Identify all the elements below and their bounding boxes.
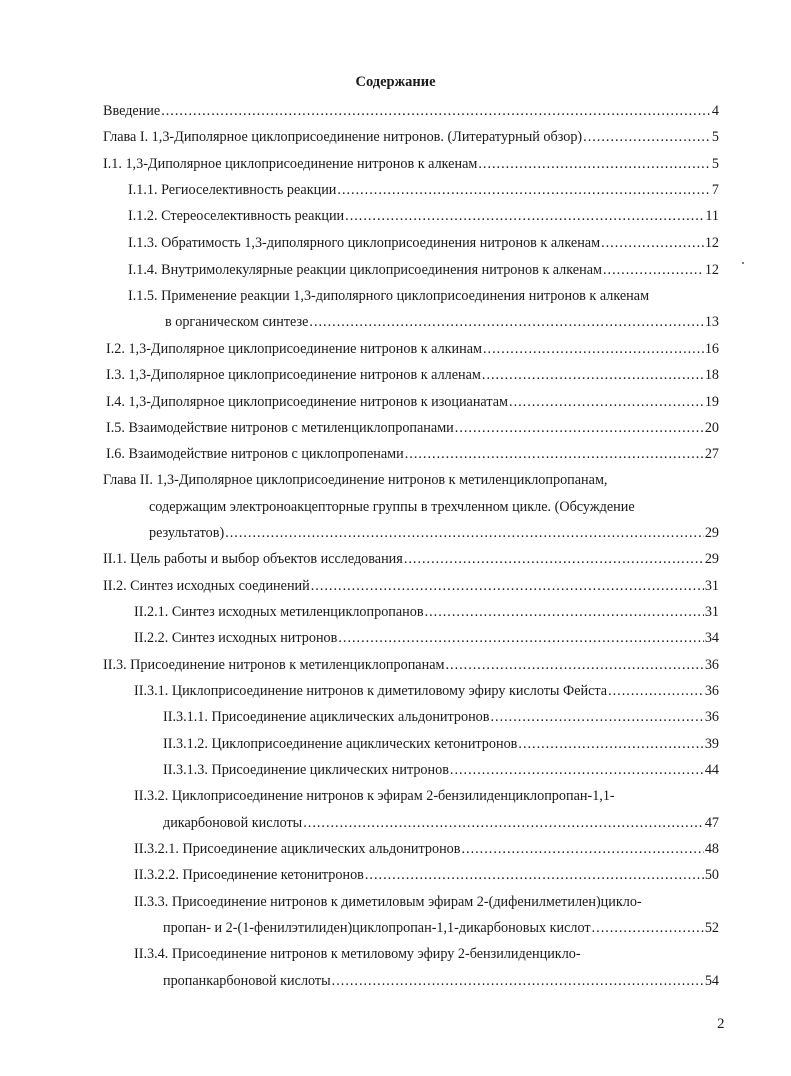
toc-entry-title: I.4. 1,3-Диполярное циклоприсоединение нитронов к изоцианатам: [106, 394, 509, 410]
toc-entry-title: I.1.3. Обратимость 1,3-диполярного циклоприсоединения нитронов к алкенам: [128, 235, 601, 251]
toc-entry-1-1[interactable]: [103, 155, 719, 173]
toc-entry-2-3-2-1[interactable]: [134, 840, 719, 858]
dot-leader: [309, 313, 703, 331]
toc-entry-page: 48: [704, 841, 719, 857]
toc-entry-introduction[interactable]: [103, 102, 719, 120]
toc-entry-title-cont: пропанкарбоновой кислоты: [163, 973, 331, 989]
toc-entry-title: II.3. Присоединение нитронов к метиленциклопропанам: [103, 657, 445, 673]
toc-entry-2-3-4[interactable]: [134, 945, 581, 963]
toc-entry-title: II.3.2. Циклоприсоединение нитронов к эфирам 2-бензилиденциклопропан-1,1-: [134, 788, 615, 804]
toc-entry-2-2-1[interactable]: [134, 603, 719, 621]
toc-entry-page: 31: [704, 604, 719, 620]
toc-entry-2-3-3[interactable]: [134, 893, 642, 911]
toc-entry-title: II.3.1.2. Циклоприсоединение ациклических кетонитронов: [163, 736, 518, 752]
toc-entry-page: 50: [704, 867, 719, 883]
toc-entry-title-cont: пропан- и 2-(1-фенилэтилиден)циклопропан-1,1-дикарбоновых кислот: [163, 920, 591, 936]
toc-entry-page: 13: [704, 314, 719, 330]
dot-leader: [404, 550, 704, 568]
dot-leader: [345, 207, 704, 225]
dot-leader: [332, 972, 704, 990]
toc-entry-page: 47: [704, 815, 719, 831]
dot-leader: [482, 366, 704, 384]
toc-entry-1-1-5-cont[interactable]: [165, 313, 719, 331]
dot-leader: [601, 234, 704, 252]
toc-entry-page: 19: [704, 394, 719, 410]
toc-entry-page: 36: [704, 709, 719, 725]
toc-entry-page: 4: [711, 103, 719, 119]
dot-leader: [478, 155, 711, 173]
toc-entry-page: 31: [704, 578, 719, 594]
dot-leader: [450, 761, 704, 779]
toc-entry-title: Введение: [103, 103, 161, 119]
toc-entry-title: I.1.1. Региоселективность реакции: [128, 182, 337, 198]
toc-entry-page: 20: [704, 420, 719, 436]
dot-leader: [337, 181, 711, 199]
toc-entry-title: I.2. 1,3-Диполярное циклоприсоединение нитронов к алкинам: [106, 341, 482, 357]
toc-entry-chapter-2-cont2[interactable]: [149, 524, 719, 542]
toc-entry-title: II.3.1. Циклоприсоединение нитронов к диметиловому эфиру кислоты Фейста: [134, 683, 608, 699]
toc-entry-2-3-1-3[interactable]: [163, 761, 719, 779]
toc-entry-2-2[interactable]: [103, 577, 719, 595]
toc-entry-page: 36: [704, 683, 719, 699]
toc-entry-title: I.3. 1,3-Диполярное циклоприсоединение нитронов к алленам: [106, 367, 481, 383]
toc-entry-page: 54: [704, 973, 719, 989]
toc-entry-title: II.3.2.2. Присоединение кетонитронов: [134, 867, 364, 883]
toc-entry-title: II.3.4. Присоединение нитронов к метиловому эфиру 2-бензилиденцикло-: [134, 946, 581, 962]
toc-entry-2-1[interactable]: [103, 550, 719, 568]
toc-entry-1-6[interactable]: [106, 445, 719, 463]
toc-entry-page: 7: [711, 182, 719, 198]
toc-entry-2-3-4-cont[interactable]: [163, 972, 719, 990]
toc-entry-title: Глава II. 1,3-Диполярное циклоприсоединение нитронов к метиленциклопропанам,: [103, 472, 608, 488]
toc-entry-title: I.1.2. Стереоселективность реакции: [128, 208, 345, 224]
toc-entry-title-cont: содержащим электроноакцепторные группы в трехчленном цикле. (Обсуждение: [149, 499, 635, 515]
toc-entry-title: I.5. Взаимодействие нитронов с метиленциклопропанами: [106, 420, 454, 436]
dot-leader: [608, 682, 704, 700]
toc-entry-2-3-1-2[interactable]: [163, 735, 719, 753]
dot-leader: [405, 445, 704, 463]
toc-entry-2-3-2-cont[interactable]: [163, 814, 719, 832]
toc-entry-1-1-1[interactable]: [128, 181, 719, 199]
toc-entry-title: II.2.1. Синтез исходных метиленциклопропанов: [134, 604, 424, 620]
toc-entry-1-5[interactable]: [106, 419, 719, 437]
toc-entry-2-3-3-cont[interactable]: [163, 919, 719, 937]
toc-entry-chapter-2-cont[interactable]: [149, 498, 635, 516]
toc-entry-title: Глава I. 1,3-Диполярное циклоприсоединение нитронов. (Литературный обзор): [103, 129, 583, 145]
toc-entry-page: 44: [704, 762, 719, 778]
dot-leader: [161, 102, 711, 120]
toc-entry-1-1-4[interactable]: [128, 261, 719, 279]
dot-leader: [365, 866, 704, 884]
toc-entry-2-2-2[interactable]: [134, 629, 719, 647]
toc-entry-2-3-1-1[interactable]: [163, 708, 719, 726]
page-title: Содержание: [355, 74, 436, 90]
toc-entry-page: 34: [704, 630, 719, 646]
toc-entry-page: 11: [705, 208, 719, 224]
dot-leader: [225, 524, 704, 542]
dot-leader: [445, 656, 703, 674]
toc-entry-2-3-1[interactable]: [134, 682, 719, 700]
toc-entry-2-3-2[interactable]: [134, 787, 615, 805]
dot-leader: [490, 708, 703, 726]
toc-entry-1-1-2[interactable]: [128, 207, 719, 225]
toc-entry-1-1-3[interactable]: [128, 234, 719, 252]
dot-leader: [303, 814, 704, 832]
toc-entry-page: 16: [704, 341, 719, 357]
toc-entry-title-cont: результатов): [149, 525, 225, 541]
toc-entry-page: 27: [704, 446, 719, 462]
toc-entry-title-cont: дикарбоновой кислоты: [163, 815, 303, 831]
toc-entry-page: 29: [704, 551, 719, 567]
toc-entry-1-1-5[interactable]: [128, 287, 649, 305]
toc-entry-chapter-2[interactable]: [103, 471, 607, 489]
toc-entry-1-3[interactable]: [106, 366, 719, 384]
toc-entry-title: I.6. Взаимодействие нитронов с циклопропенами: [106, 446, 404, 462]
toc-entry-title: II.2. Синтез исходных соединений: [103, 578, 310, 594]
toc-entry-title: II.3.2.1. Присоединение ациклических альдонитронов: [134, 841, 461, 857]
toc-entry-title-cont: в органическом синтезе: [165, 314, 309, 330]
toc-entry-title: II.3.3. Присоединение нитронов к диметиловым эфирам 2-(дифенилметилен)цикло-: [134, 894, 642, 910]
toc-entry-title: II.3.1.3. Присоединение циклических нитронов: [163, 762, 449, 778]
toc-entry-title: II.1. Цель работы и выбор объектов исследования: [103, 551, 403, 567]
toc-entry-page: 12: [704, 235, 719, 251]
toc-entry-page: 5: [711, 129, 719, 145]
toc-entry-page: 12: [704, 262, 719, 278]
dot-leader: [461, 840, 703, 858]
toc-entry-title: I.1. 1,3-Диполярное циклоприсоединение нитронов к алкенам: [103, 156, 478, 172]
dot-leader: [483, 340, 704, 358]
toc-entry-page: 52: [704, 920, 719, 936]
toc-entry-page: 18: [704, 367, 719, 383]
page-number: 2: [717, 1016, 725, 1032]
dot-leader: [425, 603, 704, 621]
dot-leader: [455, 419, 704, 437]
toc-entry-title: II.3.1.1. Присоединение ациклических альдонитронов: [163, 709, 490, 725]
toc-entry-title: II.2.2. Синтез исходных нитронов: [134, 630, 338, 646]
dot-leader: [509, 393, 704, 411]
toc-entry-page: 36: [704, 657, 719, 673]
toc-entry-2-3[interactable]: [103, 656, 719, 674]
scan-speck: [742, 262, 744, 264]
toc-entry-page: 29: [704, 525, 719, 541]
dot-leader: [338, 629, 703, 647]
toc-entry-title: I.1.4. Внутримолекулярные реакции циклоприсоединения нитронов к алкенам: [128, 262, 602, 278]
toc-entry-title: I.1.5. Применение реакции 1,3-диполярного циклоприсоединения нитронов к алкенам: [128, 288, 650, 304]
toc-entry-2-3-2-2[interactable]: [134, 866, 719, 884]
toc-entry-chapter-1[interactable]: [103, 128, 719, 146]
toc-entry-1-4[interactable]: [106, 393, 719, 411]
toc-entry-page: 5: [711, 156, 719, 172]
dot-leader: [311, 577, 704, 595]
dot-leader: [583, 128, 711, 146]
dot-leader: [518, 735, 703, 753]
dot-leader: [603, 261, 704, 279]
toc-entry-page: 39: [704, 736, 719, 752]
toc-entry-1-2[interactable]: [106, 340, 719, 358]
dot-leader: [592, 919, 704, 937]
